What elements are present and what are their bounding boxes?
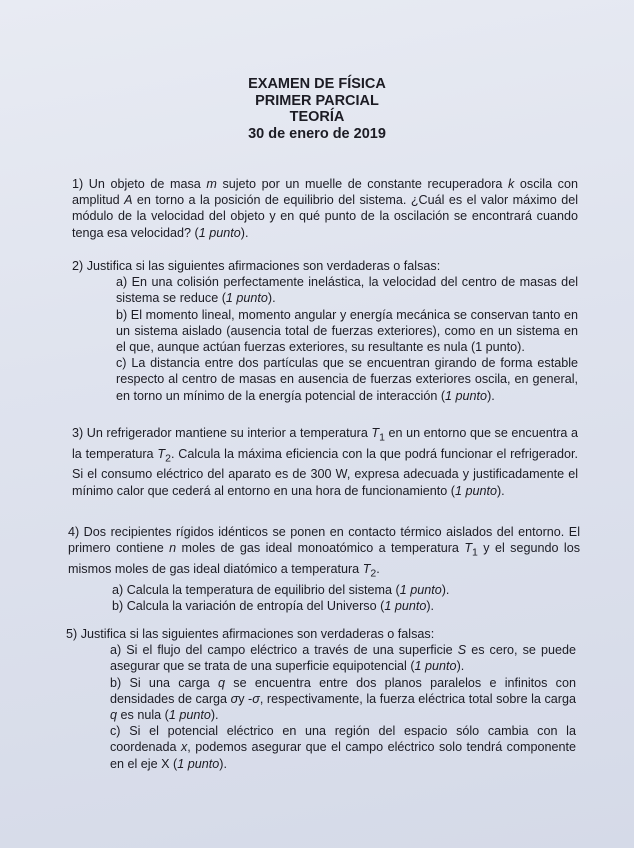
exam-header	[0, 76, 634, 142]
question-2-c: c) La distancia entre dos partículas que se encuentran girando de forma estable respecto al centro de masas en ausencia de fuerzas exteriores oscila, en general, en torno un mínimo de la energía potencial de interacción (1 punto).	[116, 356, 578, 403]
question-2-a: a) En una colisión perfectamente inelástica, la velocidad del centro de masas del sistema se reduce (1 punto).	[116, 275, 578, 306]
question-5-a: a) Si el flujo del campo eléctrico a través de una superficie S es cero, se puede asegurar que se trata de una superficie equipotencial (1 punto).	[110, 643, 576, 674]
question-4-b: b) Calcula la variación de entropía del Universo (1 punto).	[112, 598, 435, 613]
question-5	[66, 626, 576, 772]
question-5-c: c) Si el potencial eléctrico en una región del espacio sólo cambia con la coordenada x, podemos asegurar que el campo eléctrico solo tendrá componente en el eje X (1 punto).	[110, 724, 576, 771]
exam-subtitle: PRIMER PARCIAL	[255, 92, 379, 109]
question-4: 4) Dos recipientes rígidos idénticos se ponen en contacto térmico aislados del entorno. El primero contiene n moles de gas ideal monoatómico a temperatura $T_1$ y el segundo los mismos moles de gas ideal diatómico a temperatura $T_2$. a) Calcula la temperatura de equilibrio del sistema (1 punto). b) Calcula la variación de entropía del Universo (1 punto).	[68, 525, 581, 613]
question-3: 3) Un refrigerador mantiene su interior a temperatura $T_1$ en un entorno que se encuentra a la temperatura $T_2$. Calcula la máxima eficiencia con la que podrá funcionar el refrigerador. Si el consumo eléctrico del aparato es de 300 W, expresa adecuada y justificadamente el mínimo calor que cederá al entorno en una hora de funcionamiento (1 punto).	[72, 426, 579, 498]
exam-date: 30 de enero de 2019	[248, 125, 386, 142]
question-4-a: a) Calcula la temperatura de equilibrio del sistema (1 punto).	[112, 582, 450, 597]
question-2-b: b) El momento lineal, momento angular y energía mecánica se conservan tanto en un sistema aislado (ausencia total de fuerzas exteriores), como en un sistema en el que, aunque actúan fuerzas exteriores, su resultante es nula (1 punto).	[116, 307, 578, 355]
question-2-intro: 2) Justifica si las siguientes afirmaciones son verdaderas o falsas:	[72, 259, 441, 273]
question-2	[72, 258, 578, 404]
question-1: 1) Un objeto de masa m sujeto por un muelle de constante recuperadora k oscila con amplitud A en torno a la posición de equilibrio del sistema. ¿Cuál es el valor máximo del módulo de la velocidad del objeto y en qué punto de la oscilación se encontrará cuando tenga esa velocidad? (1 punto).	[72, 177, 578, 240]
question-5-intro: 5) Justifica si las siguientes afirmaciones son verdaderas o falsas:	[66, 627, 435, 641]
exam-title: EXAMEN DE FÍSICA	[248, 76, 386, 92]
exam-section: TEORÍA	[289, 109, 345, 125]
question-5-b: b) Si una carga q se encuentra entre dos planos paralelos e infinitos con densidades de carga σy -σ, respectivamente, la fuerza eléctrica total sobre la carga q es nula (1 punto).	[110, 675, 576, 723]
